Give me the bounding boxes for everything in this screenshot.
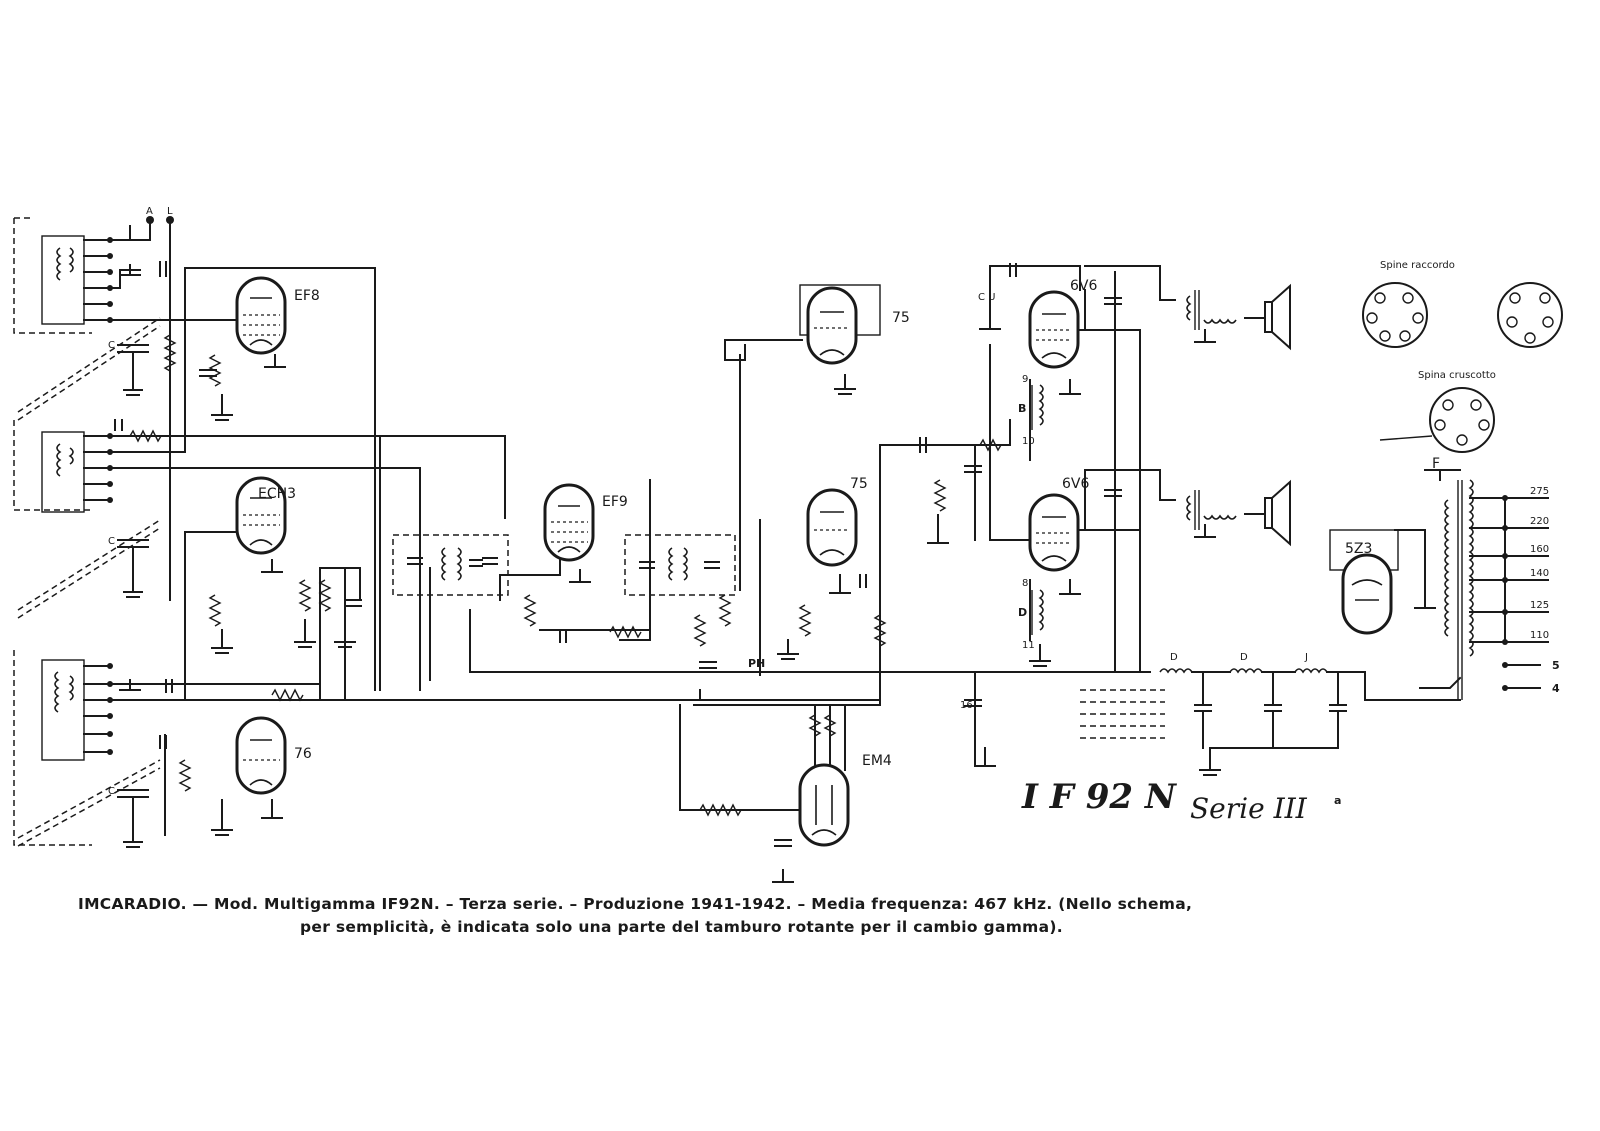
tube-6v6-b: [1030, 476, 1089, 570]
tube-76-label: 76: [294, 746, 312, 762]
oscillator-coil-block: [42, 660, 113, 760]
misc-labels: [748, 266, 995, 711]
voltage-tap-label: 160: [1530, 544, 1550, 555]
if-transformer-2: [625, 535, 735, 595]
model-title: [1021, 777, 1341, 825]
cap-c-label-2: C: [108, 536, 115, 547]
ground-symbols: [120, 265, 1435, 882]
pin-9-label: 9: [1022, 374, 1029, 385]
figure-caption: [60, 893, 1560, 939]
voltage-tap-terminal: [1502, 609, 1508, 615]
cu-label: C U: [978, 292, 996, 303]
tube-em4-label: EM4: [862, 753, 892, 769]
voltage-taps: [1502, 486, 1549, 645]
rf-coil-block-2: [42, 432, 113, 512]
earth-label: L: [167, 206, 173, 217]
tube-ef8: [237, 278, 320, 353]
coil-d-label: D: [1018, 606, 1028, 619]
voltage-tap-label: 125: [1530, 600, 1550, 611]
choke-d2-label: D: [1240, 652, 1248, 663]
model-title-text: I F 92 N: [1022, 777, 1176, 817]
spina-cruscotto-label: Spina cruscotto: [1418, 370, 1496, 381]
voltage-tap-terminal: [1502, 553, 1508, 559]
output-transformer-2: [1085, 470, 1265, 530]
tube-75-mid-label: 75: [850, 476, 868, 492]
tube-ef8-label: EF8: [294, 288, 320, 304]
selector-switch: [1080, 690, 1165, 738]
tube-ef9: [545, 485, 628, 560]
voltage-tap-terminal: [1502, 577, 1508, 583]
voltage-tap-terminal: [1502, 639, 1508, 645]
caption-line-2: per semplicità, è indicata solo una parte del tamburo rotante per il cambio gamma).: [300, 918, 1063, 936]
filter-chokes: [1160, 652, 1365, 748]
tube-75-top: [800, 285, 910, 363]
tube-6v6-a-label: 6V6: [1070, 278, 1098, 294]
tube-6v6-b-label: 6V6: [1062, 476, 1090, 492]
cap-c-label-3: C: [108, 786, 115, 797]
tube-76: [237, 718, 312, 793]
antenna-label: A: [146, 206, 153, 217]
cap-c-label-1: C: [108, 340, 115, 351]
tube-5z3-label: 5Z3: [1345, 541, 1373, 557]
tube-5z3: [1330, 530, 1398, 633]
model-serie-text: Serie III: [1190, 792, 1307, 825]
ph-label: PH: [748, 657, 766, 670]
speaker-1: [1265, 286, 1290, 348]
tube-ech3: [237, 478, 296, 553]
tube-ef9-label: EF9: [602, 494, 628, 510]
tube-75-mid: [808, 476, 868, 565]
pin-4-label: 4: [1552, 682, 1560, 695]
pin-10-label: 10: [1022, 436, 1035, 447]
fuse-label: F: [1432, 456, 1441, 472]
pin-11-label: 11: [1022, 640, 1035, 651]
voltage-tap-label: 275: [1530, 486, 1550, 497]
voltage-tap-terminal: [1502, 525, 1508, 531]
rf-coil-block-1: [42, 236, 113, 324]
tube-6v6-a: [1030, 278, 1097, 367]
spine-raccordo-label: Spine raccordo: [1380, 260, 1455, 271]
choke-j-label: J: [1305, 652, 1308, 663]
voltage-tap-label: 220: [1530, 516, 1550, 527]
choke-d1-label: D: [1170, 652, 1178, 663]
tube-ech3-label: ECH3: [258, 486, 297, 502]
if-transformer-1: [393, 535, 508, 595]
pin-8-label: 8: [1022, 578, 1029, 589]
voltage-tap-label: 110: [1530, 630, 1550, 641]
speaker-2: [1265, 482, 1290, 544]
voltage-tap-label: 140: [1530, 568, 1550, 579]
tuning-capacitors: [108, 340, 148, 847]
tube-75-top-label: 75: [892, 310, 910, 326]
connector-plugs: [1363, 260, 1562, 452]
voltage-tap-terminal: [1502, 495, 1508, 501]
pin-5-label: 5: [1552, 659, 1560, 672]
model-serie-sup: a: [1334, 794, 1342, 807]
coil-b-label: B: [1018, 402, 1027, 415]
cap-16-label: 16: [960, 700, 973, 711]
caption-line-1: IMCARADIO. — Mod. Multigamma IF92N. – Terza serie. – Produzione 1941-1942. – Media frequenza: 467 kHz. (Nello schema,: [78, 895, 1193, 913]
